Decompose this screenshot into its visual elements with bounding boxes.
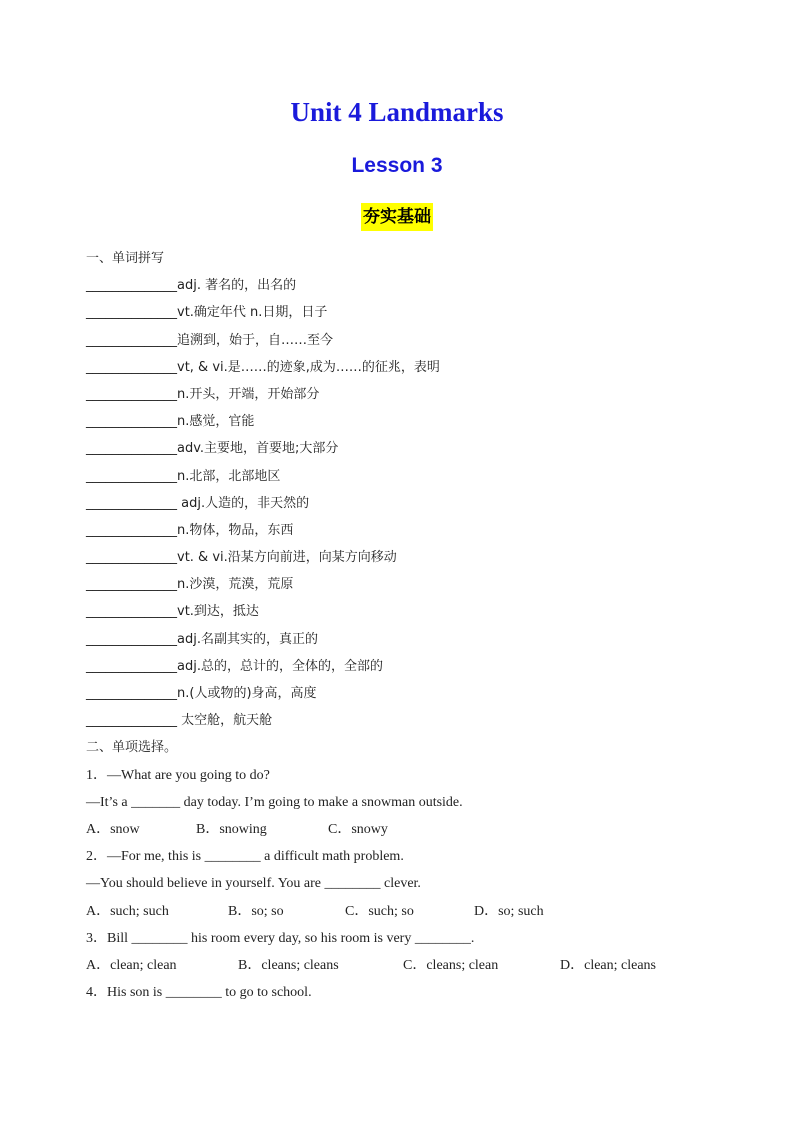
answer-blank: ______________ (86, 495, 177, 511)
answer-blank: ______________ (86, 359, 177, 375)
option-b[interactable]: B．so; so (228, 903, 284, 919)
spelling-item (86, 598, 766, 625)
answer-blank: ______________ (86, 414, 177, 430)
spelling-item (86, 463, 766, 490)
answer-blank: ______________ (86, 468, 177, 484)
question-1-options (86, 816, 766, 843)
definition: adv.主要地，首要地;大部分 (177, 441, 339, 457)
option-b[interactable]: B．snowing (196, 821, 267, 837)
answer-blank: ______________ (86, 686, 177, 701)
spelling-item (86, 571, 766, 598)
section1-heading: 一、单词拼写 (86, 251, 165, 266)
spelling-item (86, 408, 766, 435)
spelling-item (86, 327, 766, 354)
definition: vt.确定年代 n.日期，日子 (177, 305, 328, 321)
definition: n.(人或物的)身高，高度 (177, 686, 317, 701)
spelling-item (86, 517, 766, 544)
badge-container (0, 203, 794, 231)
definition: adj.人造的，非天然的 (177, 495, 310, 511)
option-c[interactable]: C．snowy (328, 821, 388, 837)
spelling-item (86, 490, 766, 517)
spelling-list (86, 272, 766, 734)
spelling-item (86, 626, 766, 653)
definition: vt. & vi.沿某方向前进，向某方向移动 (177, 550, 397, 566)
definition: 追溯到，始于，自……至今 (177, 332, 334, 348)
definition: n.开头，开端，开始部分 (177, 386, 320, 402)
definition: 太空舱，航天舱 (177, 713, 273, 729)
answer-blank: ______________ (86, 332, 177, 348)
spelling-item (86, 544, 766, 571)
question-3-prompt: 3．Bill ________ his room every day, so his room is very ________. (86, 930, 475, 946)
option-d[interactable]: D．clean; cleans (560, 957, 657, 973)
spelling-item (86, 354, 766, 381)
option-a[interactable]: A．snow (86, 821, 140, 837)
answer-blank: ______________ (86, 713, 177, 729)
definition: adj. 著名的，出名的 (177, 278, 297, 294)
spelling-item (86, 381, 766, 408)
spelling-item (86, 653, 766, 680)
answer-blank: ______________ (86, 631, 177, 647)
worksheet-body (86, 245, 766, 1006)
spelling-item (86, 272, 766, 299)
page-title: Unit 4 Landmarks (290, 97, 504, 127)
option-b[interactable]: B．cleans; cleans (238, 957, 339, 973)
answer-blank: ______________ (86, 522, 177, 538)
option-d[interactable]: D．so; such (474, 903, 544, 919)
question-1-prompt: 1．—What are you going to do? (86, 767, 270, 783)
option-a[interactable]: A．such; such (86, 903, 169, 919)
question-4-prompt: 4．His son is ________ to go to school. (86, 985, 312, 1001)
question-2-options (86, 898, 766, 925)
answer-blank: ______________ (86, 386, 177, 402)
definition: n.感觉，官能 (177, 414, 255, 430)
answer-blank: ______________ (86, 441, 177, 457)
answer-blank: ______________ (86, 604, 177, 620)
definition: vt, & vi.是……的迹象,成为……的征兆，表明 (177, 359, 440, 375)
definition: adj.总的，总计的，全体的，全部的 (177, 658, 383, 674)
option-c[interactable]: C．such; so (345, 903, 414, 919)
option-c[interactable]: C．cleans; clean (403, 957, 499, 973)
answer-blank: ______________ (86, 658, 177, 674)
answer-blank: ______________ (86, 305, 177, 321)
question-3-options (86, 952, 766, 979)
question-1-reply: —It’s a _______ day today. I’m going to make a snowman outside. (86, 794, 463, 810)
definition: n.沙漠，荒漠，荒原 (177, 577, 294, 593)
definition: n.北部，北部地区 (177, 468, 281, 484)
option-a[interactable]: A．clean; clean (86, 957, 177, 973)
spelling-item (86, 680, 766, 707)
spelling-item (86, 435, 766, 462)
spelling-item (86, 707, 766, 734)
question-2-prompt: 2．—For me, this is ________ a difficult math problem. (86, 849, 404, 865)
definition: vt.到达，抵达 (177, 604, 259, 620)
question-2-reply: —You should believe in yourself. You are ________ clever. (86, 876, 421, 892)
definition: adj.名副其实的，真正的 (177, 631, 318, 647)
answer-blank: ______________ (86, 577, 177, 593)
spelling-item (86, 299, 766, 326)
section-badge: 夯实基础 (361, 203, 433, 231)
answer-blank: ______________ (86, 278, 177, 294)
answer-blank: ______________ (86, 550, 177, 566)
section2-heading: 二、单项选择。 (86, 740, 178, 756)
definition: n.物体，物品，东西 (177, 522, 294, 538)
lesson-subtitle: Lesson 3 (351, 154, 443, 177)
